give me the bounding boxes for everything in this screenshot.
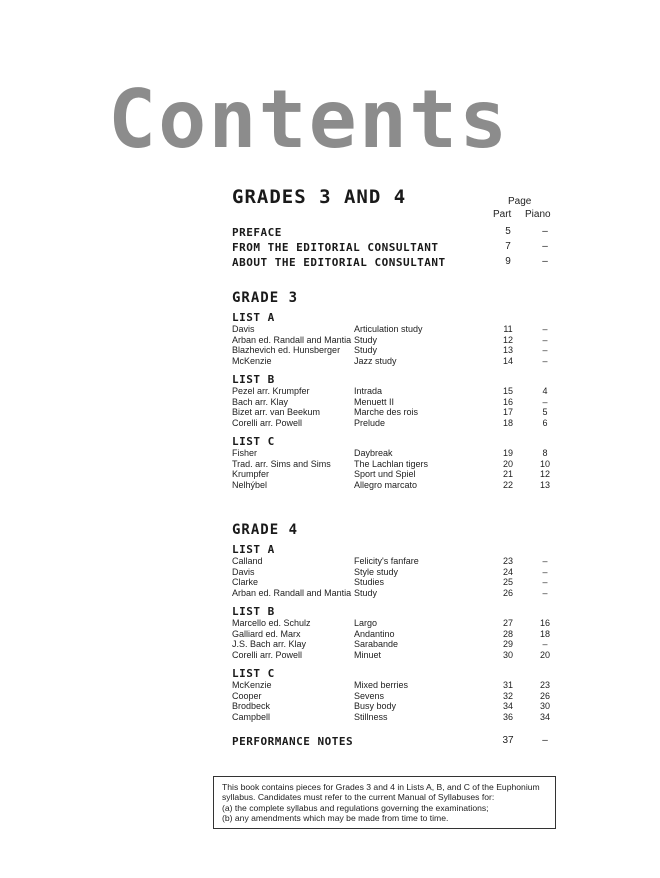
piano-page: – (542, 735, 548, 746)
piece-title: Study (354, 587, 378, 598)
piece-title: Mixed berries (354, 680, 409, 690)
list-entry (232, 418, 572, 429)
piece-title: Busy body (354, 701, 397, 711)
part-page: 24 (502, 566, 513, 577)
list-entry (232, 448, 572, 459)
composer: Corelli arr. Powell (232, 649, 303, 660)
repertoire-list (232, 312, 572, 366)
list-entry (232, 459, 572, 470)
list-entry (232, 712, 572, 723)
list-entry (232, 701, 572, 712)
piano-page: 34 (539, 711, 550, 722)
piece-title: Menuett II (354, 396, 395, 407)
list-entry (232, 345, 572, 356)
composer: Galliard ed. Marx (232, 628, 301, 639)
part-page: 16 (502, 396, 513, 407)
piano-page: – (542, 639, 548, 649)
subtitle: GRADES 3 AND 4 (232, 186, 407, 208)
list-entry (232, 650, 572, 661)
part-page: 7 (505, 241, 511, 252)
page-column-header: Page (508, 196, 532, 207)
composer: Arban ed. Randall and Mantia (232, 334, 352, 345)
piano-page: 13 (539, 479, 550, 490)
list-entry (232, 335, 572, 346)
piano-page: 16 (539, 618, 550, 628)
piano-page: – (542, 256, 548, 267)
piece-title: Prelude (354, 417, 386, 428)
piano-page: 23 (539, 680, 550, 690)
part-page: 30 (502, 649, 513, 660)
part-page: 23 (502, 556, 513, 566)
piece-title: Sevens (354, 690, 385, 701)
piano-page: – (542, 226, 548, 237)
part-page: 29 (502, 639, 513, 649)
notice-line: (a) the complete syllabus and regulations governing the examinations; (222, 802, 489, 813)
part-page: 31 (502, 680, 513, 690)
front-matter-label: FROM THE EDITORIAL CONSULTANT (232, 241, 439, 254)
performance-notes-label: PERFORMANCE NOTES (232, 735, 354, 748)
list-entry (232, 567, 572, 578)
repertoire-list (232, 374, 572, 428)
piano-page: – (542, 345, 548, 355)
part-column-header: Part (493, 209, 512, 220)
composer: Campbell (232, 711, 271, 722)
piece-title: Style study (354, 566, 399, 577)
list-entry (232, 407, 572, 418)
piano-page: 30 (539, 701, 550, 711)
list-entry (232, 556, 572, 567)
composer: Arban ed. Randall and Mantia (232, 587, 352, 598)
piano-page: 18 (539, 628, 550, 639)
piano-page: 10 (539, 458, 550, 469)
part-page: 11 (503, 324, 513, 334)
list-entry (232, 629, 572, 640)
list-entry (232, 386, 572, 397)
piece-title: Study (354, 345, 378, 355)
composer: Krumpfer (232, 469, 270, 479)
piece-title: Andantino (354, 628, 395, 639)
piece-title: Allegro marcato (354, 479, 418, 490)
part-page: 17 (502, 407, 513, 417)
composer: Cooper (232, 690, 262, 701)
list-entry (232, 397, 572, 408)
piano-page: – (542, 587, 548, 598)
piece-title: Daybreak (354, 448, 393, 458)
syllabus-notice-box (213, 776, 556, 829)
part-page: 15 (502, 386, 513, 396)
piano-page: – (542, 241, 548, 252)
part-page: 37 (502, 735, 514, 746)
piano-page: – (542, 355, 548, 366)
composer: Clarke (232, 577, 259, 587)
piece-title: Stillness (354, 711, 388, 722)
piece-title: Jazz study (354, 355, 397, 366)
composer: Marcello ed. Schulz (232, 618, 311, 628)
piano-page: 4 (542, 386, 548, 396)
piece-title: Study (354, 334, 378, 345)
list-title: LIST B (232, 605, 275, 618)
part-page: 25 (502, 577, 513, 587)
list-entry (232, 588, 572, 599)
piano-page: – (542, 566, 548, 577)
part-page: 36 (502, 711, 513, 722)
composer: McKenzie (232, 355, 272, 366)
part-page: 34 (502, 701, 513, 711)
piece-title: Marche des rois (354, 407, 419, 417)
grade-section (232, 522, 572, 730)
composer: Davis (232, 324, 255, 334)
piece-title: Studies (354, 577, 385, 587)
notice-line: This book contains pieces for Grades 3 and 4 in Lists A, B, and C of the Euphonium (222, 782, 540, 792)
piano-page: 5 (542, 407, 548, 417)
composer: Fisher (232, 448, 258, 458)
list-entry (232, 356, 572, 367)
part-page: 9 (505, 256, 511, 267)
list-entry (232, 680, 572, 691)
piece-title: Largo (354, 618, 378, 628)
piano-column-header: Piano (525, 209, 551, 220)
piano-page: – (542, 324, 548, 334)
grade-title: GRADE 3 (232, 290, 299, 306)
composer: Trad. arr. Sims and Sims (232, 458, 331, 469)
grade-section (232, 290, 572, 498)
piece-title: Minuet (354, 649, 382, 660)
composer: Blazhevich ed. Hunsberger (232, 345, 341, 355)
part-page: 26 (502, 587, 513, 598)
piece-title: Sarabande (354, 639, 399, 649)
list-title: LIST A (232, 543, 275, 556)
part-page: 5 (505, 226, 511, 237)
composer: Calland (232, 556, 263, 566)
list-title: LIST B (232, 373, 275, 386)
composer: Davis (232, 566, 255, 577)
composer: Brodbeck (232, 701, 271, 711)
list-entry (232, 691, 572, 702)
repertoire-list (232, 544, 572, 598)
piano-page: – (542, 556, 548, 566)
list-title: LIST C (232, 667, 275, 680)
front-matter-row (232, 256, 552, 271)
list-title: LIST C (232, 435, 275, 448)
piece-title: Articulation study (354, 324, 423, 334)
front-matter-label: ABOUT THE EDITORIAL CONSULTANT (232, 256, 446, 269)
list-entry (232, 469, 572, 480)
performance-notes-row (232, 735, 552, 750)
piece-title: Felicity's fanfare (354, 556, 419, 566)
composer: Bizet arr. van Beekum (232, 407, 321, 417)
front-matter (232, 226, 552, 271)
list-title: LIST A (232, 311, 275, 324)
notice-line: (b) any amendments which may be made from time to time. (222, 813, 449, 824)
repertoire-list (232, 606, 572, 660)
part-page: 27 (502, 618, 513, 628)
part-page: 19 (502, 448, 513, 458)
piano-page: 26 (539, 690, 550, 701)
piece-title: Sport und Spiel (354, 469, 416, 479)
front-matter-row (232, 241, 552, 256)
part-page: 12 (502, 334, 513, 345)
part-page: 28 (502, 628, 513, 639)
composer: Pezel arr. Krumpfer (232, 386, 310, 396)
part-page: 13 (502, 345, 513, 355)
piece-title: Intrada (354, 386, 383, 396)
part-page: 22 (502, 479, 513, 490)
piano-page: – (542, 334, 548, 345)
part-page: 20 (502, 458, 513, 469)
list-entry (232, 324, 572, 335)
front-matter-row (232, 226, 552, 241)
part-page: 32 (502, 690, 513, 701)
piano-page: 8 (542, 448, 548, 458)
front-matter-label: PREFACE (232, 226, 282, 239)
piece-title: The Lachlan tigers (354, 458, 429, 469)
grade-title: GRADE 4 (232, 522, 299, 538)
piano-page: 20 (539, 649, 550, 660)
notice-line: syllabus. Candidates must refer to the current Manual of Syllabuses for: (222, 792, 495, 803)
repertoire-list (232, 436, 572, 490)
list-entry (232, 639, 572, 650)
composer: McKenzie (232, 680, 272, 690)
composer: Nelhýbel (232, 479, 268, 490)
list-entry (232, 577, 572, 588)
composer: Bach arr. Klay (232, 396, 289, 407)
part-page: 14 (502, 355, 513, 366)
piano-page: – (542, 577, 548, 587)
repertoire-list (232, 668, 572, 722)
part-page: 21 (502, 469, 513, 479)
piano-page: – (542, 396, 548, 407)
part-page: 18 (502, 417, 513, 428)
page-title: Contents (108, 73, 510, 166)
list-entry (232, 480, 572, 491)
piano-page: 6 (542, 417, 548, 428)
piano-page: 12 (539, 469, 550, 479)
list-entry (232, 618, 572, 629)
composer: J.S. Bach arr. Klay (232, 639, 307, 649)
composer: Corelli arr. Powell (232, 417, 303, 428)
